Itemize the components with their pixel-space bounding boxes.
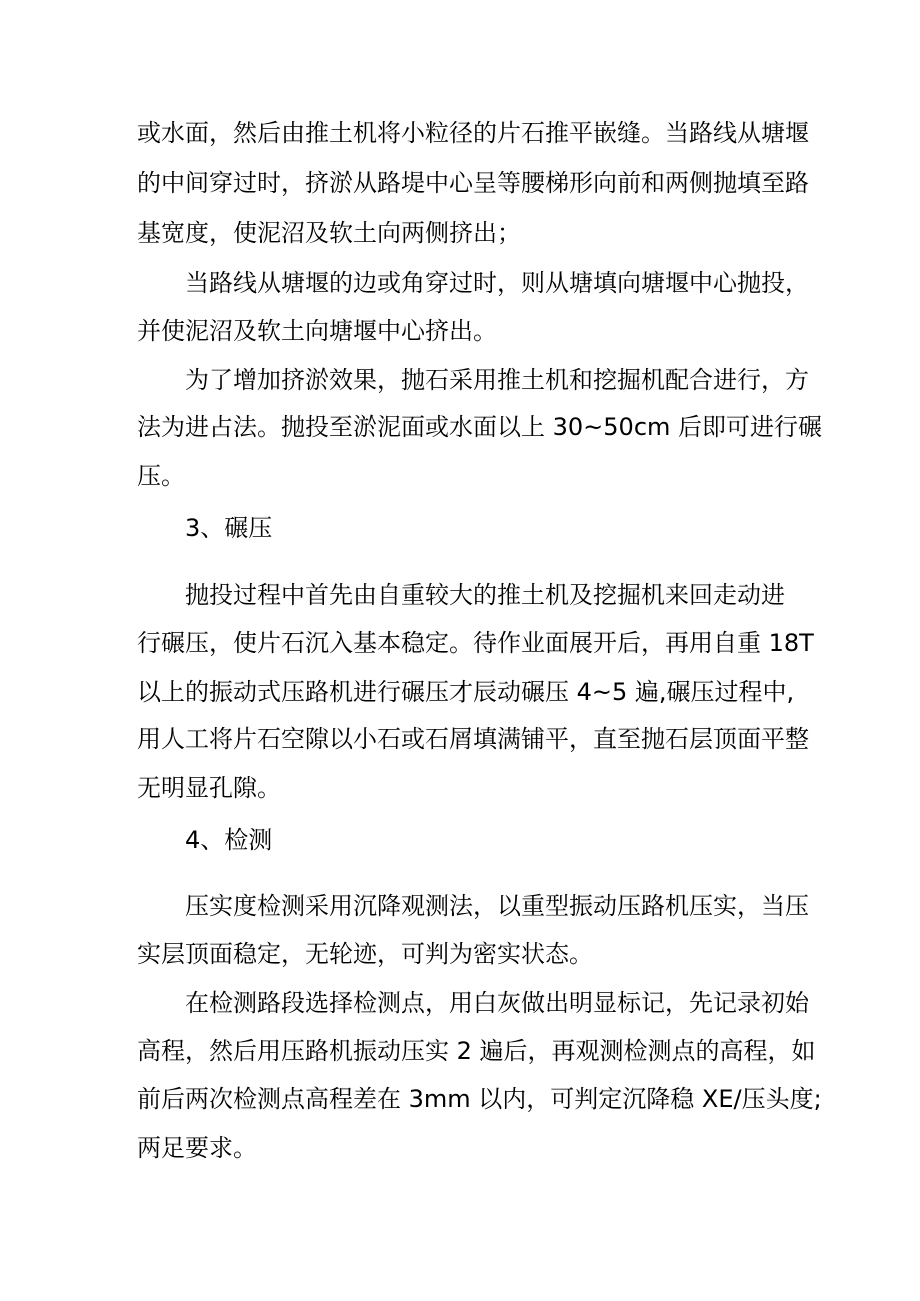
paragraph-6-line-4: [0, 1133, 920, 1163]
paragraph-4-line-3: [0, 677, 920, 707]
paragraph-4-line-4: [0, 724, 920, 754]
paragraph-1-line-2: [0, 168, 920, 198]
text-line: 为了增加挤淤效果，抛石采用推土机和挖掘机配合进行，方: [185, 366, 809, 394]
paragraph-2-line-1: [0, 268, 920, 298]
paragraph-1-line-1: [0, 118, 920, 148]
text-line: 以上的振动式压路机进行碾压才辰动碾压 4~5 遍,碾压过程中,: [137, 678, 795, 706]
text-line: 并使泥沼及软土向塘堰中心挤出。: [137, 317, 497, 345]
text-line: 实层顶面稳定，无轮迹，可判为密实状态。: [137, 940, 593, 968]
text-line: 两足要求。: [137, 1134, 257, 1162]
paragraph-5-line-2: [0, 939, 920, 969]
text-line: 基宽度，使泥沼及软土向两侧挤出；: [137, 219, 521, 247]
text-line: 压实度检测采用沉降观测法，以重型振动压路机压实，当压: [185, 892, 809, 920]
section-heading-4: [0, 825, 920, 855]
heading-text: 4、检测: [185, 826, 273, 854]
paragraph-3-line-3: [0, 461, 920, 491]
paragraph-6-line-2: [0, 1036, 920, 1066]
text-line: 当路线从塘堰的边或角穿过时，则从塘填向塘堰中心抛投，: [185, 269, 809, 297]
paragraph-4-line-5: [0, 773, 920, 803]
paragraph-3-line-1: [0, 365, 920, 395]
paragraph-3-line-2: [0, 412, 920, 442]
paragraph-6-line-1: [0, 988, 920, 1018]
paragraph-6-line-3: [0, 1084, 920, 1114]
text-line: 前后两次检测点高程差在 3mm 以内，可判定沉降稳 XE/压头度;: [137, 1085, 822, 1113]
text-line: 行碾压，使片石沉入基本稳定。待作业面展开后，再用自重 18T: [137, 629, 814, 657]
section-heading-3: [0, 513, 920, 543]
text-line: 压。: [137, 462, 185, 490]
text-line: 无明显孔隙。: [137, 774, 281, 802]
paragraph-4-line-2: [0, 628, 920, 658]
text-line: 用人工将片石空隙以小石或石屑填满铺平，直至抛石层顶面平整: [137, 725, 809, 753]
paragraph-5-line-1: [0, 891, 920, 921]
text-line: 高程，然后用压路机振动压实 2 遍后，再观测检测点的高程，如: [137, 1037, 816, 1065]
heading-text: 3、碾压: [185, 514, 273, 542]
text-line: 抛投过程中首先由自重较大的推土机及挖掘机来回走动进: [185, 581, 785, 609]
text-line: 在检测路段选择检测点，用白灰做出明显标记，先记录初始: [185, 989, 809, 1017]
text-line: 或水面，然后由推土机将小粒径的片石推平嵌缝。当路线从塘堰: [137, 119, 809, 147]
paragraph-2-line-2: [0, 316, 920, 346]
paragraph-1-line-3: [0, 218, 920, 248]
text-line: 的中间穿过时，挤淤从路堤中心呈等腰梯形向前和两侧抛填至路: [137, 169, 809, 197]
text-line: 法为进占法。抛投至淤泥面或水面以上 30~50cm 后即可进行碾: [137, 413, 823, 441]
paragraph-4-line-1: [0, 580, 920, 610]
